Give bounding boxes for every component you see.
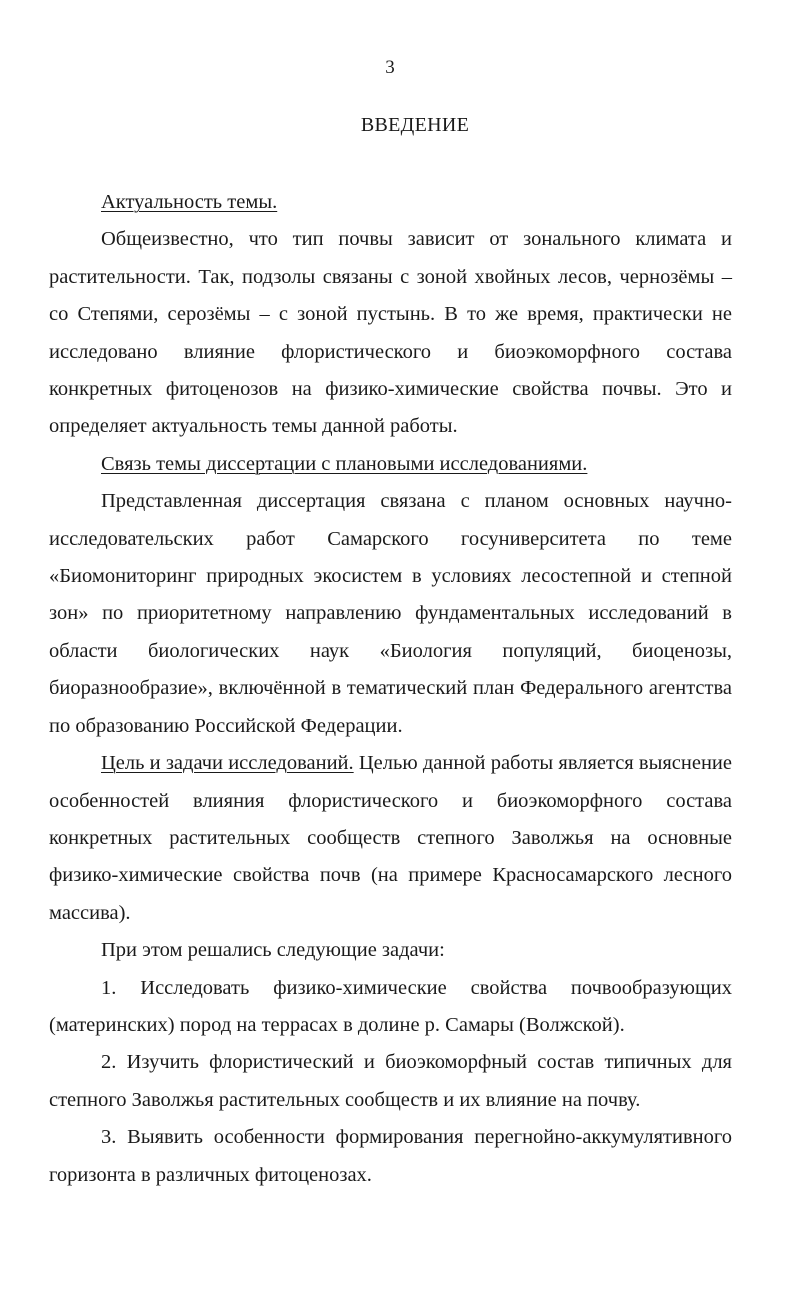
connection-title: Связь темы диссертации с плановыми исследованиями.	[101, 452, 588, 475]
document-body	[49, 184, 732, 1194]
relevance-title: Актуальность темы.	[101, 191, 278, 213]
page-title: ВВЕДЕНИЕ	[360, 114, 470, 136]
goal-paragraph	[49, 745, 732, 932]
section-title-relevance	[49, 184, 732, 221]
task-item-3: 3. Выявить особенности формирования перегнойно-аккумулятивного горизонта в различных фитоценозах.	[49, 1126, 732, 1186]
goal-title: Цель и задачи исследований.	[101, 752, 354, 775]
section-title-connection	[49, 446, 732, 483]
relevance-paragraph: Общеизвестно, что тип почвы зависит от зонального климата и растительности. Так, подзолы связаны с зоной хвойных лесов, чернозёмы – со Степями, серозёмы – с зоной пустынь. В то же время, практически не исследовано влияние флористического и биоэкоморфного состава конкретных фитоценозов на физико-химические свойства почвы. Это и определяет актуальность темы данной работы.	[49, 228, 732, 438]
task-item-2: 2. Изучить флористический и биоэкоморфный состав типичных для степного Заволжья растительных сообществ и их влияние на почву.	[49, 1051, 732, 1111]
task-item-1: 1. Исследовать физико-химические свойства почвообразующих (материнских) пород на террасах в долине р. Самары (Волжской).	[49, 976, 732, 1036]
tasks-intro: При этом решались следующие задачи:	[101, 939, 445, 962]
page-number: 3	[385, 57, 395, 78]
goal-text: Целью данной работы является выяснение особенностей влияния флористического и биоэкоморфного состава конкретных растительных сообществ степного Заволжья на основные физико-химические свойства почв (на примере Красносамарского лесного массива).	[49, 752, 732, 924]
connection-paragraph: Представленная диссертация связана с планом основных научно-исследовательских работ Самарского госуниверситета по теме «Биомониторинг природных экосистем в условиях лесостепной и степной зон» по приоритетному направлению фундаментальных исследований в области биологических наук «Биология популяций, биоценозы, биоразнообразие», включённой в тематический план Федерального агентства по образованию Российской Федерации.	[49, 490, 732, 737]
